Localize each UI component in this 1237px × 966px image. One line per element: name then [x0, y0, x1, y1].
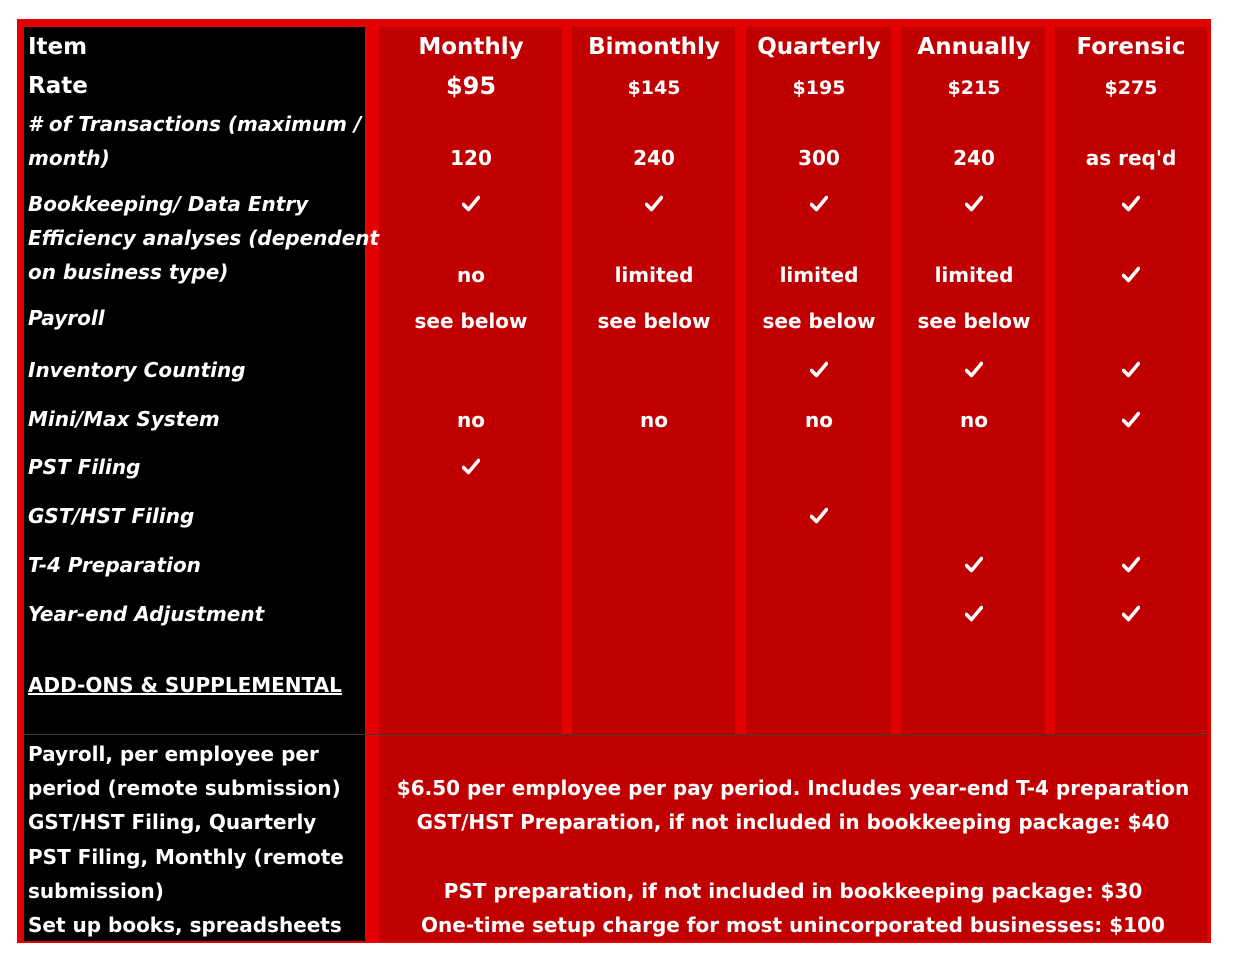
checkmark-icon	[1122, 410, 1140, 430]
checkmark-icon	[1122, 194, 1140, 214]
feature-value: no	[457, 408, 485, 432]
checkmark-icon	[1122, 555, 1140, 575]
checkmark-icon	[810, 506, 828, 526]
addon-label: Payroll, per employee per	[28, 742, 319, 766]
addon-description: PST preparation, if not included in bookkeeping package: $30	[443, 879, 1143, 903]
feature-label-minimax: Mini/Max System	[28, 407, 220, 431]
addon-label: GST/HST Filing, Quarterly	[28, 810, 317, 834]
column-forensic	[1055, 27, 1207, 734]
column-bimonthly	[572, 27, 735, 734]
transactions-annually: 240	[953, 146, 995, 170]
feature-value: see below	[597, 309, 711, 333]
plan-header-quarterly: Quarterly	[757, 34, 881, 60]
checkmark-icon	[965, 194, 983, 214]
column-annually	[901, 27, 1045, 734]
transactions-label-cont: month)	[28, 146, 110, 170]
feature-value: no	[640, 408, 668, 432]
transactions-monthly: 120	[450, 146, 492, 170]
rate-quarterly: $195	[792, 77, 846, 99]
transactions-label: # of Transactions (maximum /	[28, 112, 362, 136]
column-quarterly	[746, 27, 891, 734]
feature-value: no	[457, 263, 485, 287]
addon-label: period (remote submission)	[28, 776, 341, 800]
checkmark-icon	[965, 360, 983, 380]
rate-monthly: $95	[445, 72, 497, 100]
rate-forensic: $275	[1104, 77, 1158, 99]
plan-header-bimonthly: Bimonthly	[588, 34, 720, 60]
feature-value: no	[960, 408, 988, 432]
feature-label-bookkeeping: Bookkeeping/ Data Entry	[28, 192, 309, 216]
addon-description: GST/HST Preparation, if not included in bookkeeping package: $40	[416, 810, 1170, 834]
checkmark-icon	[810, 360, 828, 380]
feature-label-payroll: Payroll	[28, 306, 105, 330]
transactions-quarterly: 300	[798, 146, 840, 170]
addon-description: $6.50 per employee per pay period. Includes year-end T-4 preparation	[396, 776, 1190, 800]
addons-heading: ADD-ONS & SUPPLEMENTAL	[28, 673, 342, 697]
feature-label-yearend: Year-end Adjustment	[28, 602, 265, 626]
transactions-bimonthly: 240	[633, 146, 675, 170]
feature-value: see below	[414, 309, 528, 333]
header-item-label: Item	[28, 34, 88, 60]
addon-description: One-time setup charge for most unincorporated businesses: $100	[421, 913, 1165, 937]
feature-value: see below	[917, 309, 1031, 333]
checkmark-icon	[965, 604, 983, 624]
checkmark-icon	[462, 194, 480, 214]
feature-label-gst: GST/HST Filing	[28, 504, 195, 528]
feature-label-inventory: Inventory Counting	[28, 358, 246, 382]
checkmark-icon	[810, 194, 828, 214]
feature-value: see below	[762, 309, 876, 333]
rate-annually: $215	[947, 77, 1001, 99]
rate-bimonthly: $145	[627, 77, 681, 99]
addon-label: PST Filing, Monthly (remote	[28, 845, 344, 869]
column-monthly	[379, 27, 562, 734]
feature-label-efficiency-cont: on business type)	[28, 260, 229, 284]
plan-header-forensic: Forensic	[1076, 34, 1186, 60]
checkmark-icon	[965, 555, 983, 575]
feature-label-pst: PST Filing	[28, 455, 141, 479]
transactions-forensic: as req'd	[1085, 146, 1177, 170]
section-divider	[24, 734, 1207, 735]
rate-label: Rate	[28, 73, 88, 99]
feature-value: limited	[934, 263, 1014, 287]
plan-header-annually: Annually	[917, 34, 1031, 60]
feature-value: limited	[614, 263, 694, 287]
addon-label: Set up books, spreadsheets	[28, 913, 342, 937]
feature-value: limited	[779, 263, 859, 287]
addon-label: submission)	[28, 879, 164, 903]
checkmark-icon	[462, 457, 480, 477]
checkmark-icon	[645, 194, 663, 214]
checkmark-icon	[1122, 265, 1140, 285]
checkmark-icon	[1122, 360, 1140, 380]
checkmark-icon	[1122, 604, 1140, 624]
feature-label-t4: T-4 Preparation	[28, 553, 201, 577]
plan-header-monthly: Monthly	[418, 34, 524, 60]
feature-label-efficiency: Efficiency analyses (dependent	[28, 226, 380, 250]
feature-value: no	[805, 408, 833, 432]
